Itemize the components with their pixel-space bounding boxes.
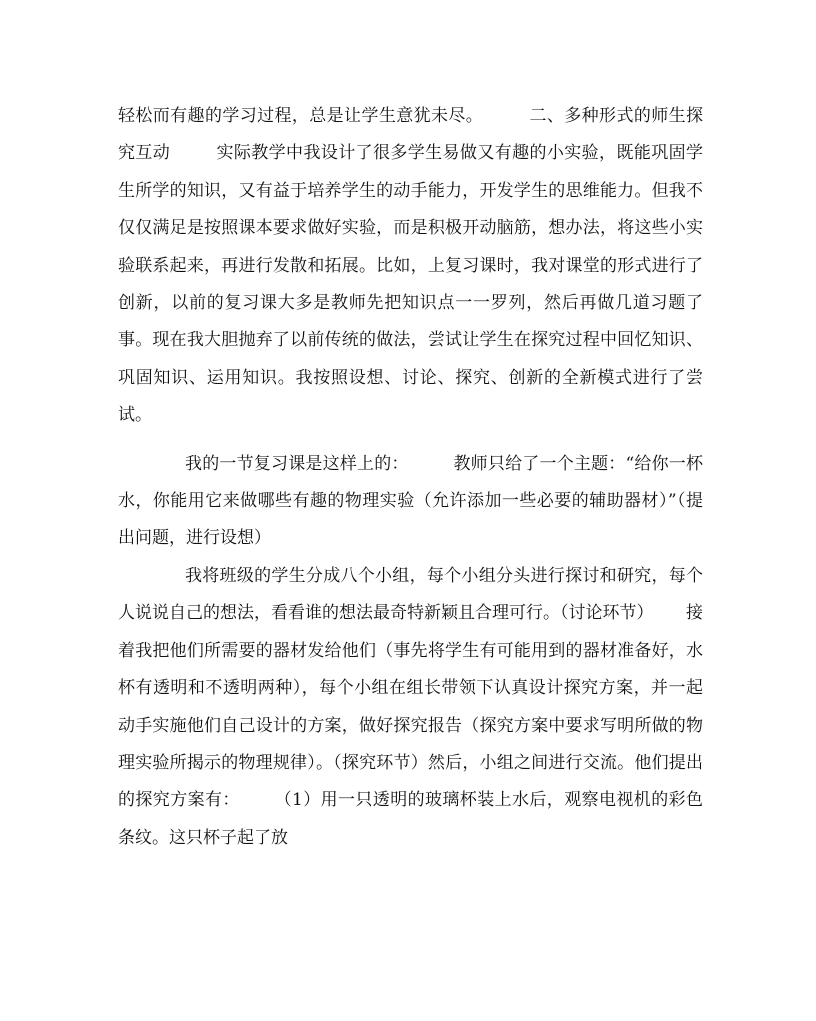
- document-body: [118, 98, 703, 857]
- paragraph-3: 我将班级的学生分成八个小组，每个小组分头进行探讨和研究，每个人说说自己的想法，看看谁的想法最奇特新颖且合理可行。（讨论环节） 接着我把他们所需要的器材发给他们（事先将学生有可能用到的器材准备好，水杯有透明和不透明两种），每个小组在组长带领下认真设计探究方案，并一起动手实施他们自己设计的方案，做好探究报告（探究方案中要求写明所做的物理实验所揭示的物理规律）。（探究环节）然后，小组之间进行交流。他们提出的探究方案有： （1）用一只透明的玻璃杯装上水后，观察电视机的彩色条纹。这只杯子起了放: [118, 565, 703, 848]
- paragraph-2: 我的一节复习课是这样上的： 教师只给了一个主题：“给你一杯水，你能用它来做哪些有趣的物理实验（允许添加一些必要的辅助器材）”（提出问题，进行设想）: [118, 453, 703, 549]
- paragraph-1: 轻松而有趣的学习过程，总是让学生意犹未尽。 二、多种形式的师生探究互动 实际教学中我设计了很多学生易做又有趣的小实验，既能巩固学生所学的知识，又有益于培养学生的动手能力，开发学生的思维能力。但我不仅仅满足是按照课本要求做好实验，而是积极开动脑筋，想办法，将这些小实验联系起来，再进行发散和拓展。比如，上复习课时，我对课堂的形式进行了创新，以前的复习课大多是教师先把知识点一一罗列，然后再做几道习题了事。现在我大胆抛弃了以前传统的做法，尝试让学生在探究过程中回忆知识、巩固知识、运用知识。我按照设想、讨论、探究、创新的全新模式进行了尝试。: [118, 106, 703, 426]
